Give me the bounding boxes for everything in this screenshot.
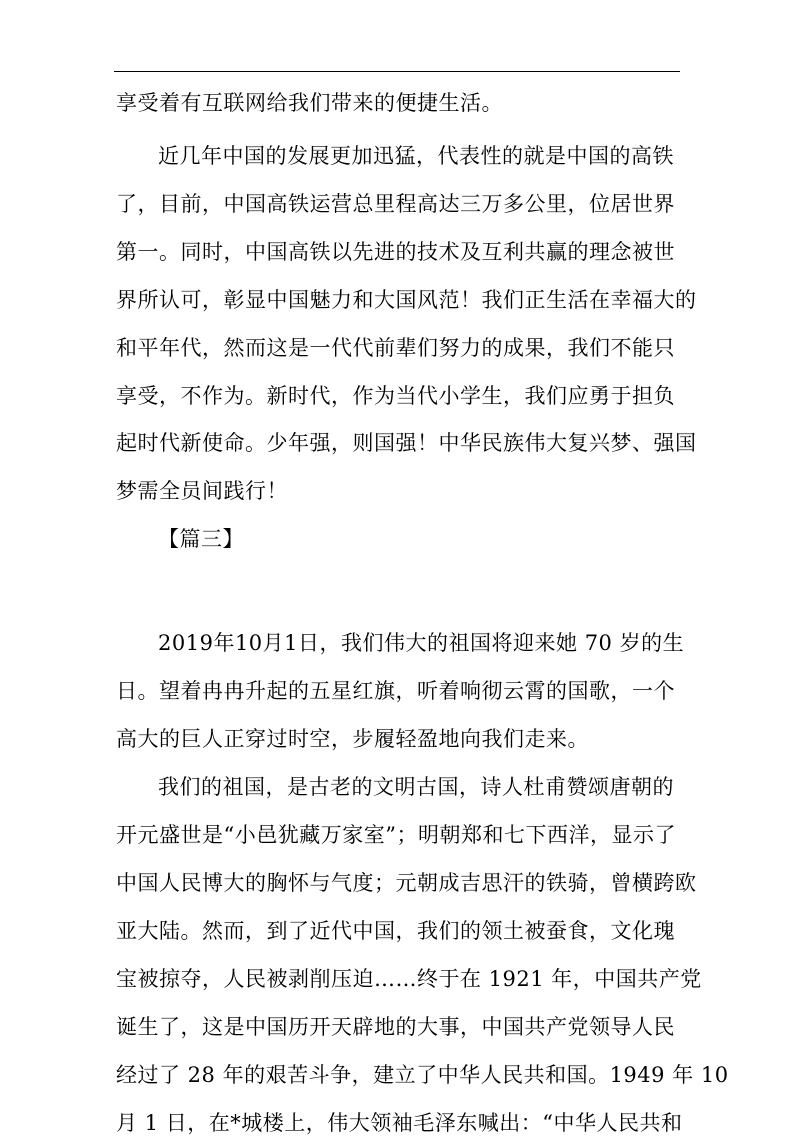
text-line-12: 日。望着冉冉升起的五星红旗，听着响彻云霄的国歌，一个 <box>116 679 675 703</box>
text-line-4: 第一。同时，中国高铁以先进的技术及互利共赢的理念被世 <box>116 240 675 264</box>
text-line-3: 了，目前，中国高铁运营总里程高达三万多公里，位居世界 <box>116 192 675 216</box>
text-line-14: 我们的祖国，是古老的文明古国，诗人杜甫赞颂唐朝的 <box>158 775 674 799</box>
text-line-6: 和平年代，然而这是一代代前辈们努力的成果，我们不能只 <box>116 336 675 360</box>
text-line-21: 月 1 日，在*城楼上，伟大领袖毛泽东喊出：“中华人民共和 <box>116 1111 683 1135</box>
text-line-18: 宝被掠夺，人民被剥削压迫……终于在 1921 年，中国共产党 <box>116 967 702 991</box>
text-line-20: 经过了 28 年的艰苦斗争，建立了中华人民共和国。1949 年 10 <box>116 1063 729 1087</box>
header-rule <box>114 71 680 72</box>
text-line-8: 起时代新使命。少年强，则国强！中华民族伟大复兴梦、强国 <box>116 431 697 455</box>
text-line-9: 梦需全员间践行！ <box>116 479 288 503</box>
text-line-7: 享受，不作为。新时代，作为当代小学生，我们应勇于担负 <box>116 384 675 408</box>
text-line-11: 2019年10月1日，我们伟大的祖国将迎来她 70 岁的生 <box>158 631 685 655</box>
text-line-1: 享受着有互联网给我们带来的便捷生活。 <box>116 91 503 115</box>
text-line-13: 高大的巨人正穿过时空，步履轻盈地向我们走来。 <box>116 727 589 751</box>
text-line-17: 亚大陆。然而，到了近代中国，我们的领土被蚕食，文化瑰 <box>116 919 675 943</box>
text-line-19: 诞生了，这是中国历开天辟地的大事，中国共产党领导人民 <box>116 1015 675 1039</box>
text-line-2: 近几年中国的发展更加迅猛，代表性的就是中国的高铁 <box>158 144 674 168</box>
text-line-5: 界所认可，彰显中国魅力和大国风范！我们正生活在幸福大的 <box>116 288 697 312</box>
text-line-16: 中国人民博大的胸怀与气度；元朝成吉思汗的铁骑，曾横跨欧 <box>116 871 697 895</box>
section-heading: 【篇三】 <box>158 527 244 551</box>
text-line-15: 开元盛世是“小邑犹藏万家室”；明朝郑和七下西洋，显示了 <box>116 823 676 847</box>
